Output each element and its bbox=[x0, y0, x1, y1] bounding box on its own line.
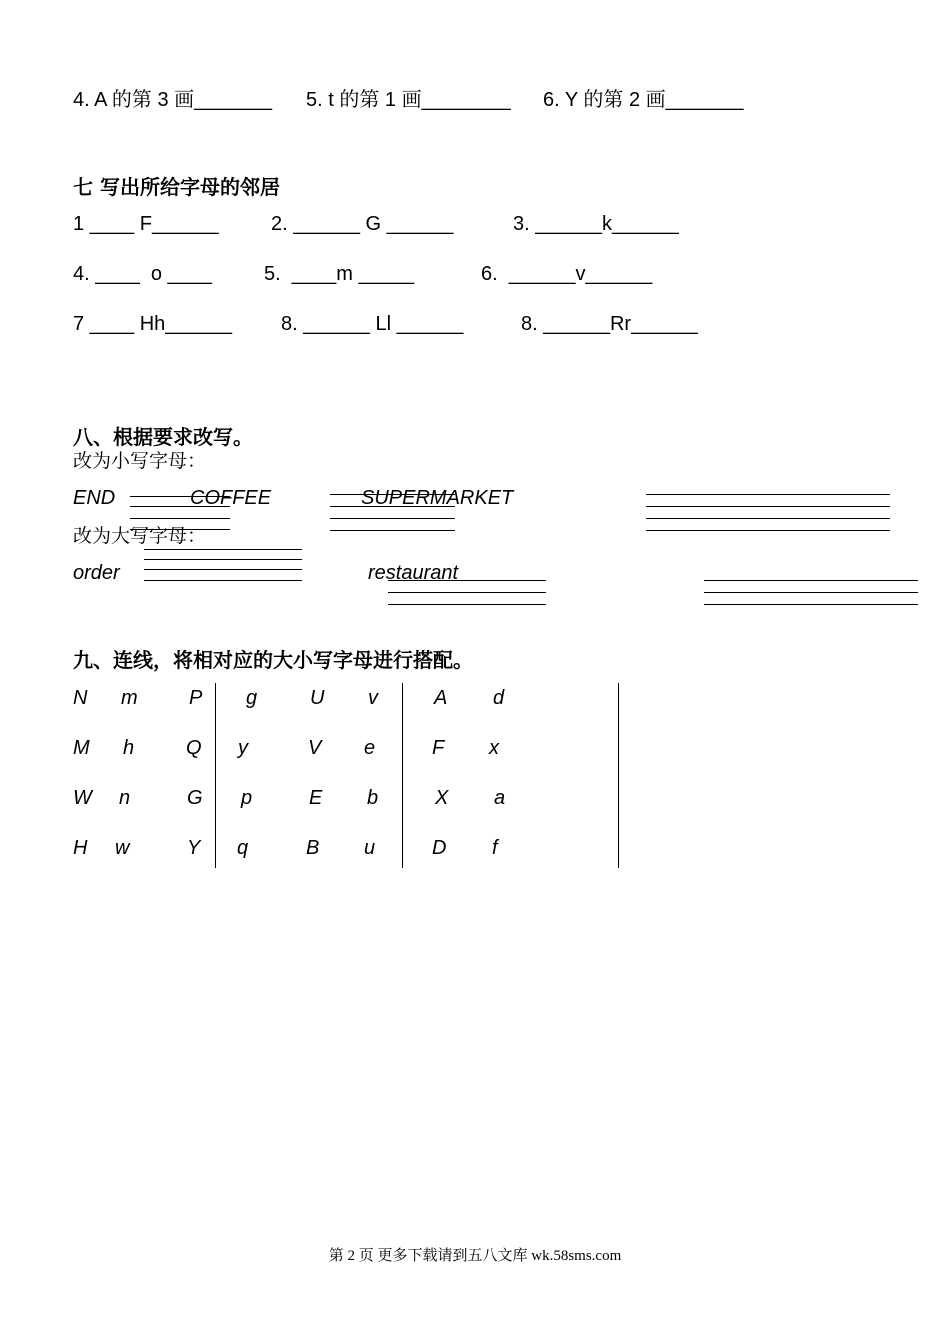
letter-upper[interactable]: A bbox=[434, 687, 448, 709]
write-line[interactable] bbox=[330, 506, 455, 507]
letter-upper[interactable]: Q bbox=[186, 737, 202, 759]
write-line[interactable] bbox=[330, 530, 455, 531]
letter-upper[interactable]: M bbox=[73, 737, 90, 759]
q5-stroke-question: 5. t 的第 1 画________ bbox=[306, 89, 511, 111]
letter-lower[interactable]: w bbox=[115, 837, 130, 859]
write-line[interactable] bbox=[144, 569, 302, 570]
write-line[interactable] bbox=[144, 580, 302, 581]
neighbor-item-1: 1 ____ F______ bbox=[73, 213, 219, 235]
letter-lower[interactable]: m bbox=[121, 687, 138, 709]
letter-lower[interactable]: y bbox=[238, 737, 248, 759]
section7-title: 七 写出所给字母的邻居 bbox=[73, 175, 280, 199]
letter-lower[interactable]: q bbox=[237, 837, 249, 859]
write-line[interactable] bbox=[646, 518, 890, 519]
column-divider bbox=[618, 683, 619, 868]
word-end: END bbox=[73, 487, 116, 509]
letter-lower[interactable]: f bbox=[492, 837, 498, 859]
q6-stroke-question: 6. Y 的第 2 画_______ bbox=[543, 89, 744, 111]
letter-upper[interactable]: Y bbox=[187, 837, 201, 859]
write-line[interactable] bbox=[330, 518, 455, 519]
write-line[interactable] bbox=[130, 518, 230, 519]
word-order: order bbox=[73, 562, 120, 584]
column-divider bbox=[215, 683, 216, 868]
letter-upper[interactable]: E bbox=[309, 787, 323, 809]
letter-lower[interactable]: h bbox=[123, 737, 135, 759]
write-line[interactable] bbox=[704, 580, 918, 581]
neighbor-item-2: 2. ______ G ______ bbox=[271, 213, 454, 235]
q4-stroke-question: 4. A 的第 3 画_______ bbox=[73, 89, 273, 111]
write-line[interactable] bbox=[646, 506, 890, 507]
letter-lower[interactable]: b bbox=[367, 787, 379, 809]
page-footer: 第 2 页 更多下载请到五八文库 wk.58sms.com bbox=[328, 1248, 622, 1264]
write-line[interactable] bbox=[646, 494, 890, 495]
word-supermarket: SUPERMARKET bbox=[361, 487, 514, 509]
word-coffee: COFFEE bbox=[190, 487, 272, 509]
write-line[interactable] bbox=[646, 530, 890, 531]
word-restaurant: restaurant bbox=[368, 562, 459, 584]
neighbor-item-6: 6. ______v______ bbox=[481, 263, 653, 285]
letter-upper[interactable]: D bbox=[432, 837, 447, 859]
letter-upper[interactable]: N bbox=[73, 687, 88, 709]
write-line[interactable] bbox=[330, 494, 455, 495]
section9-title: 九、连线，将相对应的大小写字母进行搭配。 bbox=[73, 648, 473, 672]
write-line[interactable] bbox=[144, 559, 302, 560]
write-line[interactable] bbox=[704, 604, 918, 605]
letter-lower[interactable]: a bbox=[494, 787, 506, 809]
letter-lower[interactable]: d bbox=[493, 687, 505, 709]
write-line[interactable] bbox=[388, 592, 546, 593]
letter-lower[interactable]: x bbox=[489, 737, 499, 759]
write-line[interactable] bbox=[130, 506, 230, 507]
letter-upper[interactable]: F bbox=[432, 737, 445, 759]
letter-lower[interactable]: n bbox=[119, 787, 131, 809]
write-line[interactable] bbox=[130, 496, 230, 497]
letter-upper[interactable]: V bbox=[308, 737, 322, 759]
write-line[interactable] bbox=[388, 580, 546, 581]
write-line[interactable] bbox=[144, 549, 302, 550]
letter-upper[interactable]: G bbox=[187, 787, 203, 809]
lowercase-instruction: 改为小写字母： bbox=[73, 450, 207, 472]
write-line[interactable] bbox=[388, 604, 546, 605]
section8-title: 八、根据要求改写。 bbox=[73, 425, 253, 449]
neighbor-item-3: 3. ______k______ bbox=[513, 213, 679, 235]
write-line[interactable] bbox=[704, 592, 918, 593]
neighbor-item-4: 4. ____ o ____ bbox=[73, 263, 213, 285]
letter-lower[interactable]: e bbox=[364, 737, 376, 759]
uppercase-instruction: 改为大写字母： bbox=[73, 525, 207, 547]
letter-lower[interactable]: v bbox=[368, 687, 378, 709]
column-divider bbox=[402, 683, 403, 868]
letter-lower[interactable]: u bbox=[364, 837, 376, 859]
neighbor-item-9: 8. ______Rr______ bbox=[521, 313, 698, 335]
neighbor-item-5: 5. ____m _____ bbox=[264, 263, 415, 285]
letter-upper[interactable]: B bbox=[306, 837, 320, 859]
letter-upper[interactable]: U bbox=[310, 687, 325, 709]
neighbor-item-7: 7 ____ Hh______ bbox=[73, 313, 233, 335]
letter-lower[interactable]: g bbox=[246, 687, 258, 709]
letter-upper[interactable]: P bbox=[189, 687, 203, 709]
letter-upper[interactable]: W bbox=[73, 787, 92, 809]
letter-lower[interactable]: p bbox=[241, 787, 253, 809]
letter-upper[interactable]: X bbox=[435, 787, 449, 809]
letter-upper[interactable]: H bbox=[73, 837, 88, 859]
neighbor-item-8: 8. ______ Ll ______ bbox=[281, 313, 464, 335]
